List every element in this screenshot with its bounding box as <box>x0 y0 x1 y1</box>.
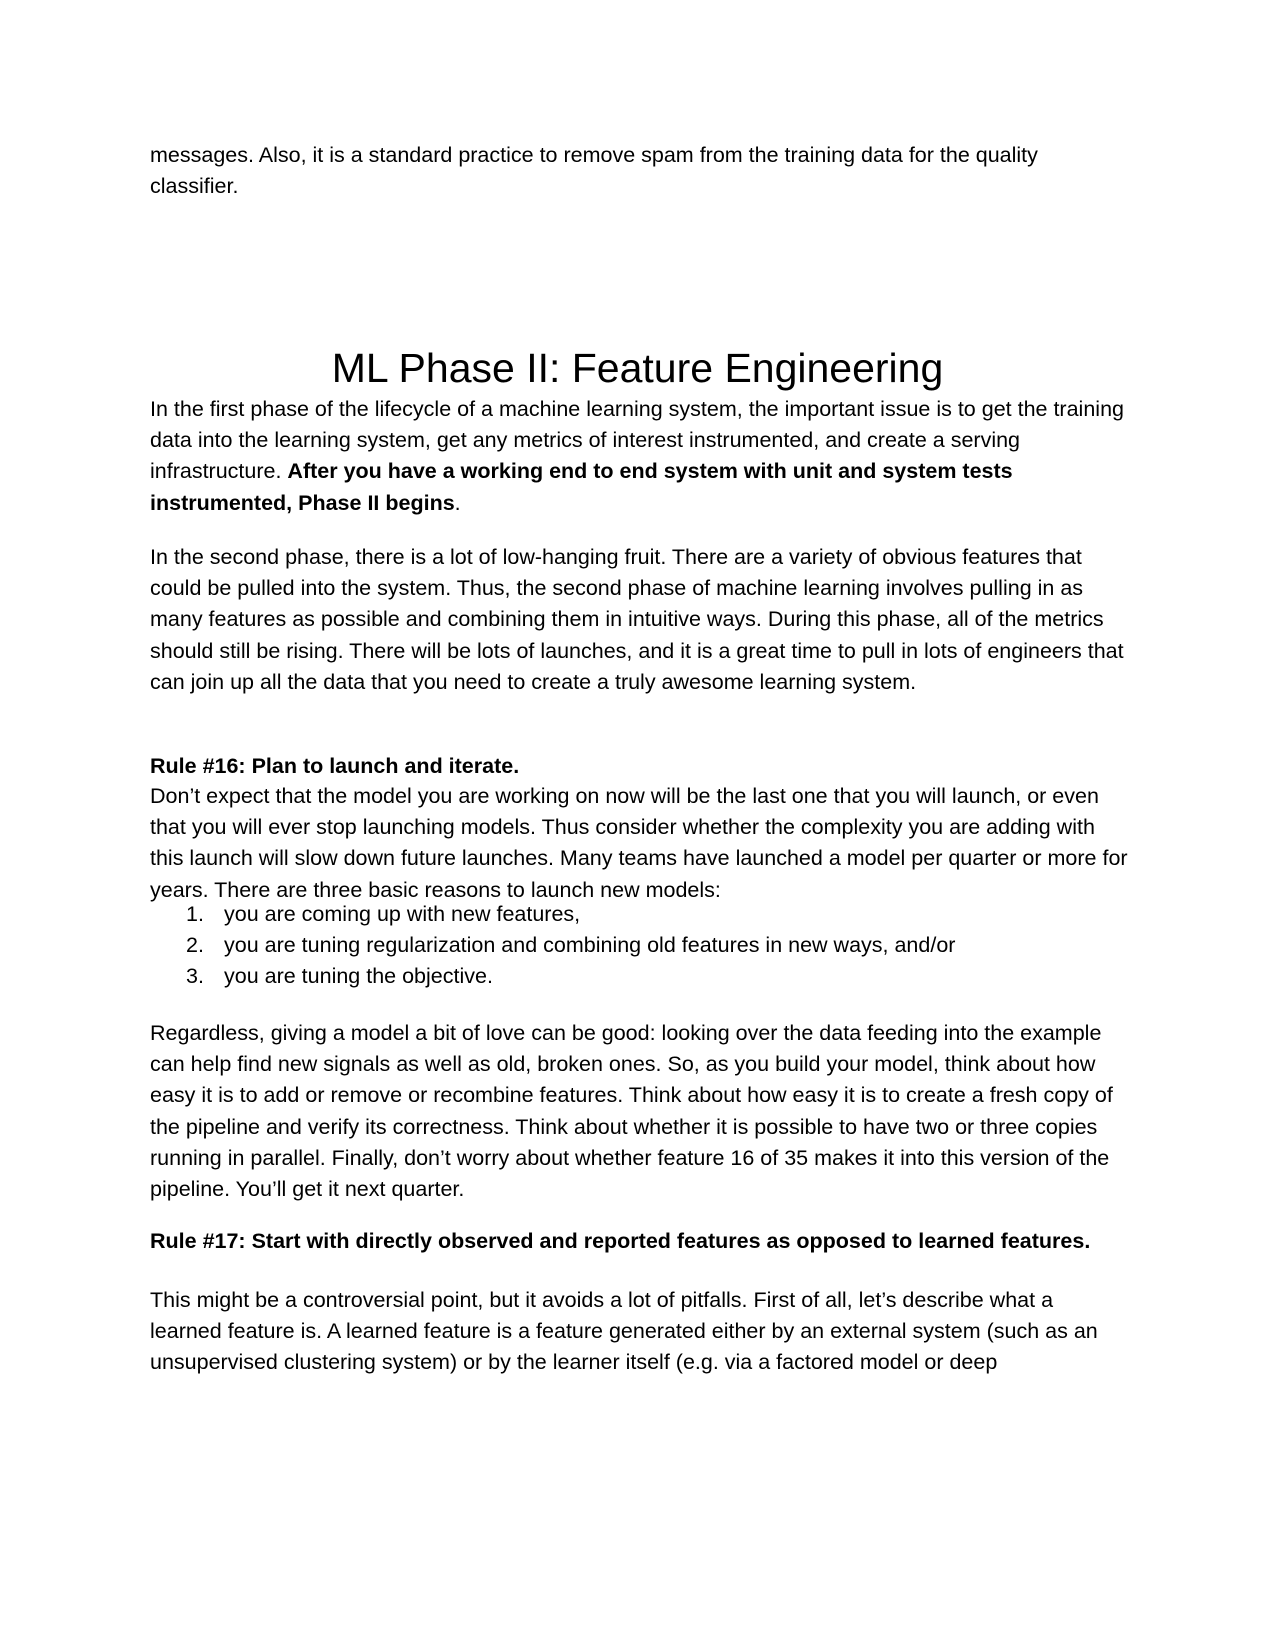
section-title: ML Phase II: Feature Engineering <box>331 345 944 391</box>
list-item <box>150 961 1130 992</box>
list-item-number: 2. <box>186 933 204 958</box>
rule17-title: Rule #17: Start with directly observed and reported features as opposed to learned features. <box>150 1229 1091 1253</box>
intro-paragraph: messages. Also, it is a standard practice to remove spam from the training data for the quality classifier. <box>150 143 1038 199</box>
rule16-followup-paragraph: Regardless, giving a model a bit of love can be good: looking over the data feeding into the example can help find new signals as well as old, broken ones. So, as you build your model, think about how easy it is to add or remove or recombine features. Think about how easy it is to create a fresh copy of the pipeline and verify its correctness. Think about whether it is possible to have two or three copies running in parallel. Finally, don’t worry about whether feature 16 of 35 makes it into this version of the pipeline. You’ll get it next quarter. <box>150 1021 1113 1202</box>
list-item-text: you are coming up with new features, <box>224 902 581 926</box>
rule16-title: Rule #16: Plan to launch and iterate. <box>150 754 520 778</box>
list-item-number: 1. <box>186 902 204 926</box>
list-item-text: you are tuning regularization and combining old features in new ways, and/or <box>224 933 956 958</box>
phase2-intro-paragraph <box>150 394 1130 519</box>
phase2-intro-text: In the first phase of the lifecycle of a machine learning system, the important issue is to get the training data into the learning system, get any metrics of interest instrumented, and create a serving infrastructure. <box>150 397 1124 484</box>
list-item <box>150 930 1130 961</box>
phase2-intro-end: . <box>454 490 461 515</box>
phase2-intro-bold: After you have a working end to end system with unit and system tests instrumented, Phase II begins <box>150 459 1013 515</box>
list-item <box>150 899 1130 930</box>
list-item-number: 3. <box>186 964 204 989</box>
second-phase-paragraph: In the second phase, there is a lot of low-hanging fruit. There are a variety of obvious features that could be pulled into the system. Thus, the second phase of machine learning involves pulling in as many features as possible and combining them in intuitive ways. During this phase, all of the metrics should still be rising. There will be lots of launches, and it is a great time to pull in lots of engineers that can join up all the data that you need to create a truly awesome learning system. <box>150 545 1124 694</box>
list-item-text: you are tuning the objective. <box>224 964 493 989</box>
rule17-body: This might be a controversial point, but it avoids a lot of pitfalls. First of all, let’s describe what a learned feature is. A learned feature is a feature generated either by an external system (such as an unsupervised clustering system) or by the learner itself (e.g. via a factored model or deep <box>150 1288 1098 1375</box>
rule16-body: Don’t expect that the model you are working on now will be the last one that you will launch, or even that you will ever stop launching models. Thus consider whether the complexity you are adding with this launch will slow down future launches. Many teams have launched a model per quarter or more for years. There are three basic reasons to launch new models: <box>150 784 1128 902</box>
launch-reasons-list <box>150 899 1130 993</box>
